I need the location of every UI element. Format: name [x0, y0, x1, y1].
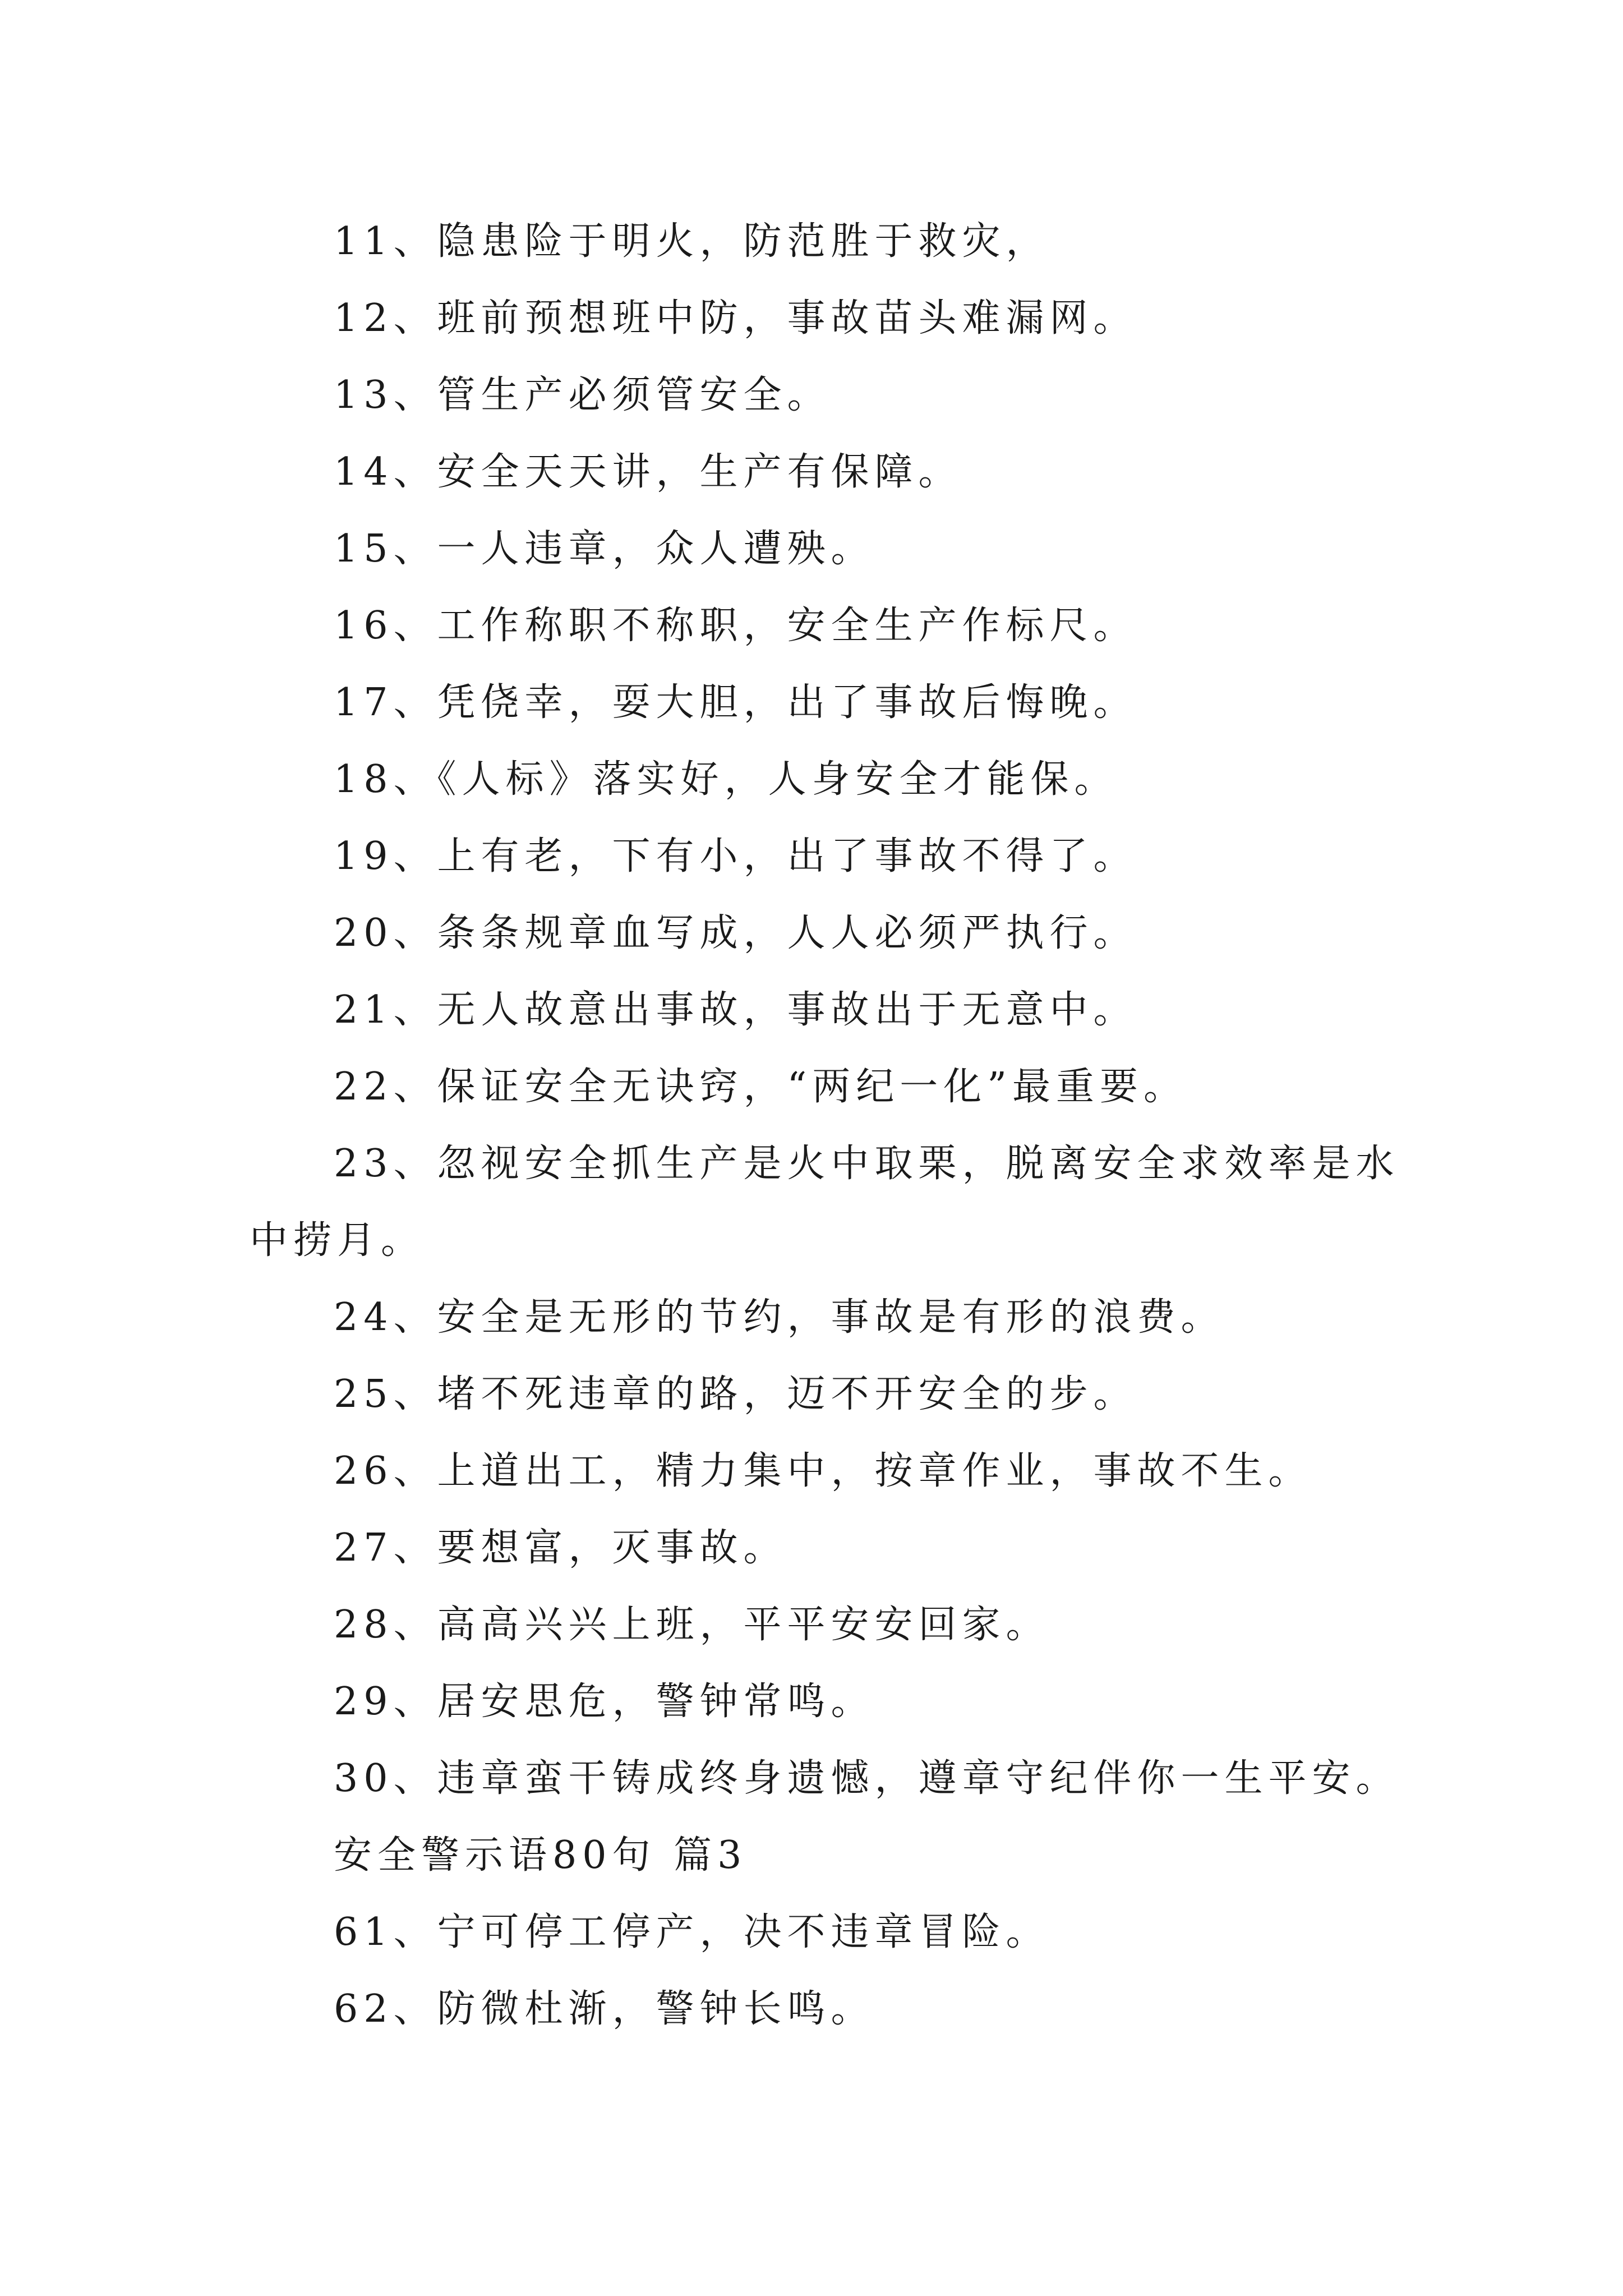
- text-line: 26、上道出工，精力集中，按章作业，事故不生。: [334, 1449, 1312, 1493]
- text-line: 20、条条规章血写成，人人必须严执行。: [334, 911, 1137, 955]
- text-line: 62、防微杜渐，警钟长鸣。: [334, 1987, 875, 2031]
- text-line: 18、《人标》落实好，人身安全才能保。: [334, 757, 1118, 802]
- text-line: 27、要想富，灭事故。: [334, 1526, 787, 1570]
- text-line: 30、违章蛮干铸成终身遗憾，遵章守纪伴你一生平安。: [334, 1756, 1400, 1801]
- text-line: 17、凭侥幸，耍大胆，出了事故后悔晚。: [334, 680, 1137, 725]
- text-line: 16、工作称职不称职，安全生产作标尺。: [334, 604, 1137, 648]
- text-line: 11、隐患险于明火，防范胜于救灾，: [334, 219, 1050, 264]
- text-line: 25、堵不死违章的路，迈不开安全的步。: [334, 1372, 1137, 1416]
- text-line: 24、安全是无形的节约，事故是有形的浪费。: [334, 1295, 1225, 1340]
- text-line: 14、安全天天讲，生产有保障。: [334, 450, 962, 494]
- text-line: 28、高高兴兴上班，平平安安回家。: [334, 1603, 1050, 1647]
- text-line: 61、宁可停工停产，决不违章冒险。: [334, 1910, 1050, 1954]
- text-line: 15、一人违章，众人遭殃。: [334, 527, 875, 571]
- text-line: 29、居安思危，警钟常鸣。: [334, 1680, 875, 1724]
- text-line: 21、无人故意出事故，事故出于无意中。: [334, 988, 1137, 1032]
- text-line-continuation: 中捞月。: [250, 1218, 425, 1263]
- document-body: [250, 203, 1405, 2047]
- text-line: 23、忽视安全抓生产是火中取栗，脱离安全求效率是水: [334, 1142, 1400, 1186]
- text-line: 13、管生产必须管安全。: [334, 373, 831, 417]
- text-line: 12、班前预想班中防，事故苗头难漏网。: [334, 296, 1137, 341]
- text-line: 22、保证安全无诀窍，“两纪一化”最重要。: [334, 1065, 1188, 1109]
- text-line: 19、上有老，下有小，出了事故不得了。: [334, 834, 1137, 878]
- section-heading: 安全警示语80句 篇3: [334, 1833, 748, 1878]
